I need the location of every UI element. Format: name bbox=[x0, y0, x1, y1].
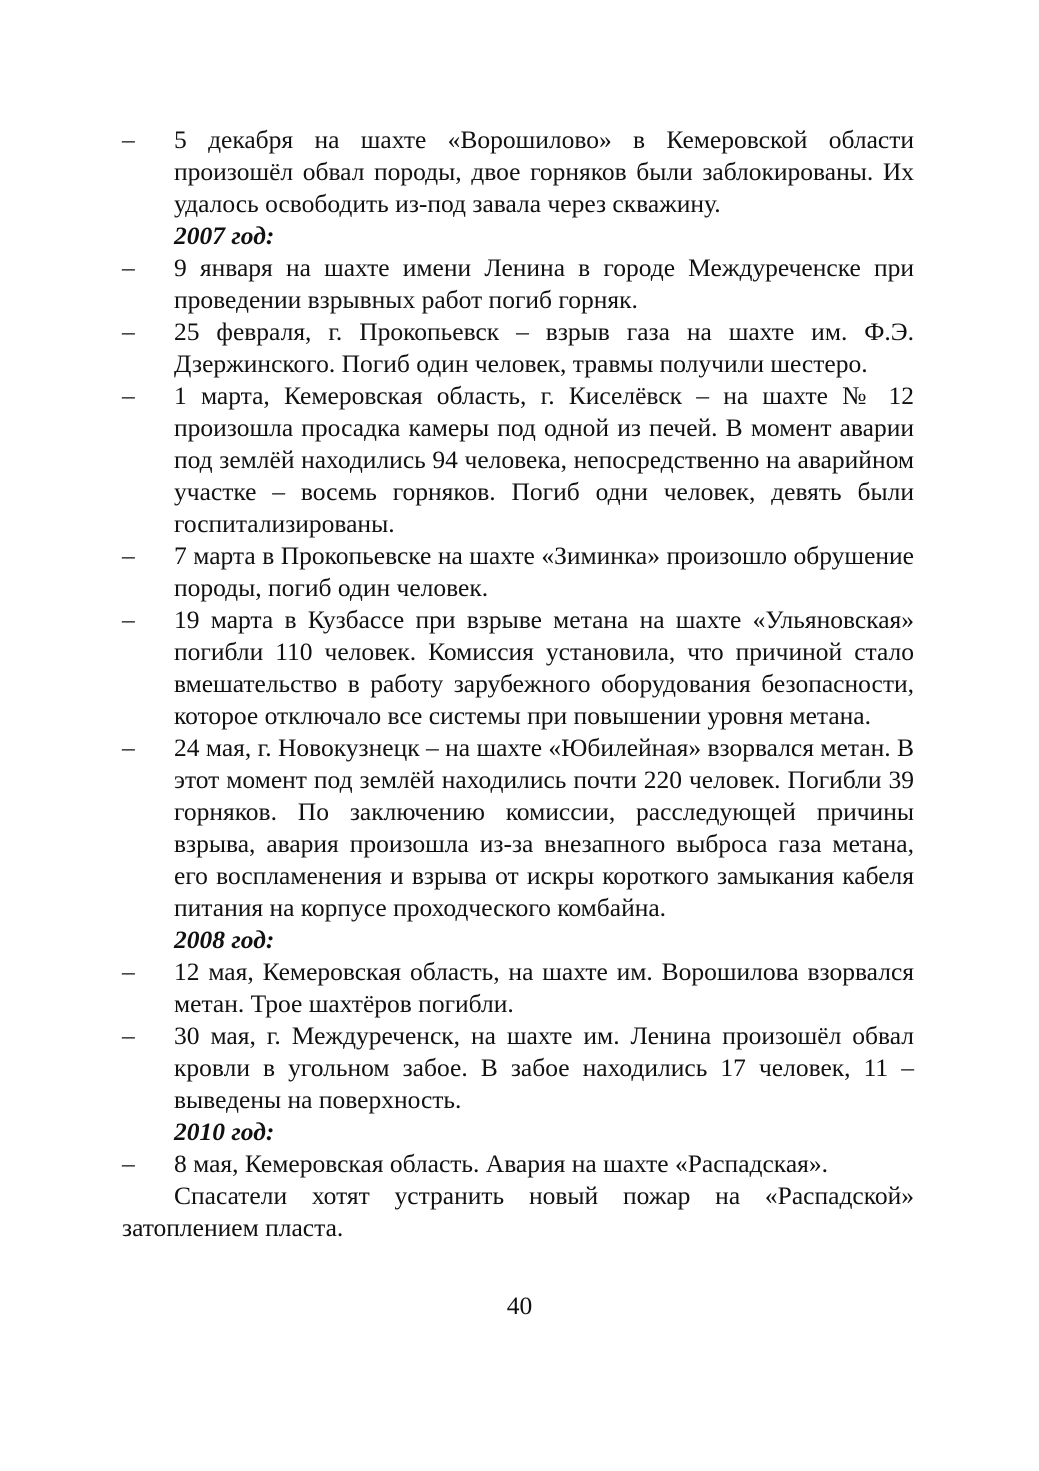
closing-paragraph: Спасатели хотят устранить новый пожар на «Распадской» затоплением пласта. bbox=[122, 1181, 914, 1242]
list-dash: – bbox=[122, 1149, 135, 1178]
list-item bbox=[122, 124, 914, 220]
list-dash: – bbox=[122, 317, 135, 346]
list-dash: – bbox=[122, 733, 135, 762]
list-item bbox=[122, 956, 914, 1020]
year-heading-2007: 2007 год: bbox=[174, 221, 275, 250]
list-item-text: 30 мая, г. Междуреченск, на шахте им. Ленина произошёл обвал кровли в угольном забое. В забое находились 17 человек, 11 – выведены на поверхность. bbox=[174, 1021, 914, 1114]
list-item bbox=[122, 732, 914, 924]
list-dash: – bbox=[122, 381, 135, 410]
list-item bbox=[122, 252, 914, 316]
list-item bbox=[122, 604, 914, 732]
list-item bbox=[122, 540, 914, 604]
page-number: 40 bbox=[506, 1291, 533, 1320]
year-heading-2010: 2010 год: bbox=[174, 1117, 275, 1146]
list-item-text: 5 декабря на шахте «Ворошилово» в Кемеровской области произошёл обвал породы, двое горняков были заблокированы. Их удалось освободить из-под завала через скважину. bbox=[174, 125, 914, 218]
list-item bbox=[122, 1020, 914, 1116]
list-dash: – bbox=[122, 541, 135, 570]
list-item-text: 7 марта в Прокопьевске на шахте «Зиминка» произошло обрушение породы, погиб один человек. bbox=[174, 541, 914, 602]
list-dash: – bbox=[122, 125, 135, 154]
list-item-text: 24 мая, г. Новокузнецк – на шахте «Юбилейная» взорвался метан. В этот момент под землёй находились почти 220 человек. Погибли 39 горняков. По заключению комиссии, расследующей причины взрыва, авария произошла из-за внезапного выброса газа метана, его воспламенения и взрыва от искры короткого замыкания кабеля питания на корпусе проходческого комбайна. bbox=[174, 733, 914, 922]
year-heading-2008: 2008 год: bbox=[174, 925, 275, 954]
list-dash: – bbox=[122, 253, 135, 282]
list-item-text: 8 мая, Кемеровская область. Авария на шахте «Распадская». bbox=[174, 1149, 828, 1178]
list-item bbox=[122, 316, 914, 380]
list-dash: – bbox=[122, 605, 135, 634]
list-item bbox=[122, 1148, 914, 1180]
list-item-text: 19 марта в Кузбассе при взрыве метана на шахте «Ульяновская» погибли 110 человек. Комиссия установила, что причиной стало вмешательство в работу зарубежного оборудования безопасности, которое отключало все системы при повышении уровня метана. bbox=[174, 605, 914, 730]
list-item-text: 25 февраля, г. Прокопьевск – взрыв газа на шахте им. Ф.Э. Дзержинского. Погиб один человек, травмы получили шестеро. bbox=[174, 317, 914, 378]
list-dash: – bbox=[122, 1021, 135, 1050]
list-item-text: 1 марта, Кемеровская область, г. Киселёвск – на шахте № 12 произошла просадка камеры под одной из печей. В момент аварии под землёй находились 94 человека, непосредственно на аварийном участке – восемь горняков. Погиб одни человек, девять были госпитализированы. bbox=[174, 381, 914, 538]
list-item bbox=[122, 380, 914, 540]
page-content bbox=[122, 124, 914, 1244]
list-item-text: 9 января на шахте имени Ленина в городе Междуреченске при проведении взрывных работ погиб горняк. bbox=[174, 253, 914, 314]
list-item-text: 12 мая, Кемеровская область, на шахте им. Ворошилова взорвался метан. Трое шахтёров погибли. bbox=[174, 957, 914, 1018]
list-dash: – bbox=[122, 957, 135, 986]
